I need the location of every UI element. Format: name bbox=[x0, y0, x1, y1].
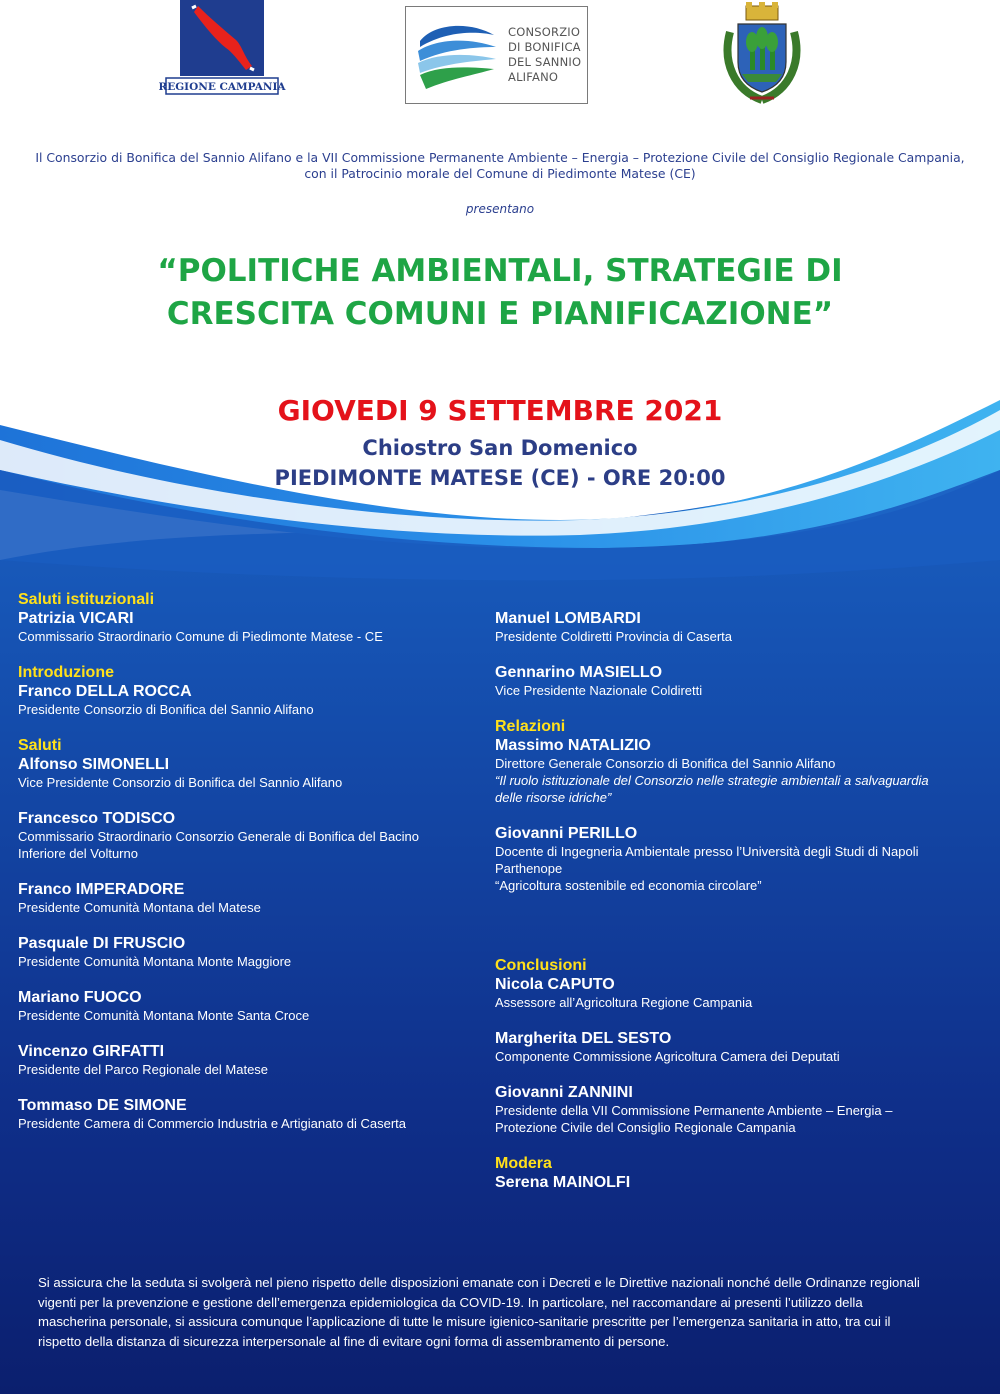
section-heading: Modera bbox=[495, 1155, 552, 1172]
speaker-role: Componente Commissione Agricoltura Camera dei Deputati bbox=[495, 1049, 840, 1064]
speaker-role: Assessore all’Agricoltura Regione Campania bbox=[495, 995, 753, 1010]
speaker-fuoco bbox=[18, 988, 468, 1024]
speaker-del-sesto bbox=[495, 1029, 965, 1065]
speaker-name: Gennarino MASIELLO bbox=[495, 664, 663, 681]
speaker-todisco bbox=[18, 809, 468, 862]
speaker-name: Francesco TODISCO bbox=[18, 810, 176, 827]
speaker-role: Presidente Comunità Montana Monte Santa Croce bbox=[18, 1008, 310, 1023]
disclaimer-line: Si assicura che la seduta si svolgerà nel pieno rispetto delle disposizioni emanate con i Decreti e le Direttive nazionali nonché delle Ordinanze regionali bbox=[38, 1275, 920, 1290]
program-left-column bbox=[18, 590, 468, 1150]
intro-text bbox=[0, 150, 1000, 182]
speaker-role: Presidente del Parco Regionale del Matese bbox=[18, 1062, 269, 1077]
event-date: GIOVEDI 9 SETTEMBRE 2021 bbox=[277, 394, 723, 427]
speaker-role: Presidente Comunità Montana Monte Maggiore bbox=[18, 954, 292, 969]
speaker-imperadore bbox=[18, 880, 468, 916]
section-heading: Conclusioni bbox=[495, 957, 587, 974]
speaker-role: Presidente Consorzio di Bonifica del Sannio Alifano bbox=[18, 702, 314, 717]
speaker-name: Giovanni ZANNINI bbox=[495, 1084, 633, 1101]
regione-campania-logo bbox=[158, 0, 286, 96]
speaker-name: Manuel LOMBARDI bbox=[495, 610, 641, 627]
event-title bbox=[0, 250, 1000, 336]
regione-campania-label: REGIONE CAMPANIA bbox=[158, 81, 286, 93]
consorzio-line-1: CONSORZIO bbox=[508, 25, 581, 39]
speaker-masiello bbox=[495, 663, 965, 699]
speaker-name: Mariano FUOCO bbox=[18, 989, 142, 1006]
presentano-text: presentano bbox=[465, 202, 535, 216]
intro-line-2: con il Patrocinio morale del Comune di Piedimonte Matese (CE) bbox=[304, 166, 696, 181]
speaker-name: Franco DELLA ROCCA bbox=[18, 683, 192, 700]
consorzio-logo bbox=[405, 6, 588, 104]
speaker-role: Presidente Coldiretti Provincia di Caserta bbox=[495, 629, 732, 644]
speaker-role: Inferiore del Volturno bbox=[18, 846, 138, 861]
speaker-role: Presidente Camera di Commercio Industria e Artigianato di Caserta bbox=[18, 1116, 407, 1131]
speaker-role: Protezione Civile del Consiglio Regionale Campania bbox=[495, 1120, 796, 1135]
section-heading: Saluti istituzionali bbox=[18, 591, 155, 608]
speaker-natalizio bbox=[495, 717, 965, 806]
speaker-name: Serena MAINOLFI bbox=[495, 1174, 631, 1191]
speaker-zannini bbox=[495, 1083, 965, 1136]
speaker-role: Docente di Ingegneria Ambientale presso l’Università degli Studi di Napoli bbox=[495, 844, 919, 859]
speaker-name: Vincenzo GIRFATTI bbox=[18, 1043, 165, 1060]
water-wave-icon bbox=[416, 17, 498, 95]
speaker-name: Franco IMPERADORE bbox=[18, 881, 185, 898]
speaker-role: Presidente della VII Commissione Permanente Ambiente – Energia – bbox=[495, 1103, 893, 1118]
speaker-name: Patrizia VICARI bbox=[18, 610, 134, 627]
covid-disclaimer bbox=[38, 1273, 968, 1351]
speaker-role: Direttore Generale Consorzio di Bonifica del Sannio Alifano bbox=[495, 756, 836, 771]
section-heading: Introduzione bbox=[18, 664, 114, 681]
speaker-name: Tommaso DE SIMONE bbox=[18, 1097, 187, 1114]
speaker-role: Vice Presidente Consorzio di Bonifica del Sannio Alifano bbox=[18, 775, 343, 790]
speaker-lombardi bbox=[495, 609, 965, 645]
speaker-role: Commissario Straordinario Comune di Piedimonte Matese - CE bbox=[18, 629, 383, 644]
disclaimer-line: mascherina personale, si assicura comunque l’applicazione di tutte le misure igienico-sanitarie prescritte per l’emergenza sanitaria in atto, tra cui il bbox=[38, 1314, 891, 1329]
title-line-1: “POLITICHE AMBIENTALI, STRATEGIE DI bbox=[157, 253, 843, 289]
speaker-name: Giovanni PERILLO bbox=[495, 825, 638, 842]
event-venue: Chiostro San Domenico bbox=[362, 436, 638, 460]
speaker-girfatti bbox=[18, 1042, 468, 1078]
speaker-role: Commissario Straordinario Consorzio Generale di Bonifica del Bacino bbox=[18, 829, 420, 844]
speaker-name: Alfonso SIMONELLI bbox=[18, 756, 170, 773]
disclaimer-line: vigenti per la prevenzione e gestione dell’emergenza epidemiologica da COVID-19. In particolare, nel raccomandare ai presenti l’utilizzo della bbox=[38, 1294, 863, 1310]
speaker-name: Massimo NATALIZIO bbox=[495, 737, 651, 754]
speaker-caputo bbox=[495, 956, 965, 1011]
intro-line-1: Il Consorzio di Bonifica del Sannio Alifano e la VII Commissione Permanente Ambiente – Energia – Protezione Civile del Consiglio Regionale Campania, bbox=[35, 150, 965, 165]
talk-title: “Agricoltura sostenibile ed economia circolare” bbox=[495, 878, 762, 893]
program-right-column bbox=[495, 609, 965, 1210]
section-heading: Relazioni bbox=[495, 718, 566, 735]
speaker-simonelli bbox=[18, 736, 468, 791]
event-city-time: PIEDIMONTE MATESE (CE) - ORE 20:00 bbox=[274, 466, 726, 490]
consorzio-line-3: DEL SANNIO bbox=[508, 55, 582, 69]
speaker-role: Vice Presidente Nazionale Coldiretti bbox=[495, 683, 703, 698]
speaker-role: Presidente Comunità Montana del Matese bbox=[18, 900, 261, 915]
consorzio-line-2: DI BONIFICA bbox=[508, 40, 581, 54]
speaker-vicari bbox=[18, 590, 468, 645]
speaker-name: Nicola CAPUTO bbox=[495, 976, 615, 993]
consorzio-line-4: ALIFANO bbox=[508, 70, 559, 84]
speaker-de-simone bbox=[18, 1096, 468, 1132]
title-line-2: CRESCITA COMUNI E PIANIFICAZIONE” bbox=[166, 296, 834, 332]
comune-crest-icon bbox=[720, 2, 804, 106]
speaker-role: Parthenope bbox=[495, 861, 563, 876]
speaker-della-rocca bbox=[18, 663, 468, 718]
consorzio-wordmark bbox=[508, 25, 581, 85]
speaker-name: Pasquale DI FRUSCIO bbox=[18, 935, 186, 952]
disclaimer-line: rispetto della distanza di sicurezza interpersonale al fine di evitare ogni forma di assembramento di persone. bbox=[38, 1333, 670, 1349]
talk-title: delle risorse idriche” bbox=[495, 790, 612, 805]
speaker-name: Margherita DEL SESTO bbox=[495, 1030, 672, 1047]
speaker-perillo bbox=[495, 824, 965, 894]
section-heading: Saluti bbox=[18, 737, 62, 754]
speaker-mainolfi bbox=[495, 1154, 965, 1192]
talk-title: “Il ruolo istituzionale del Consorzio nelle strategie ambientali a salvaguardia bbox=[495, 773, 929, 788]
speaker-di-fruscio bbox=[18, 934, 468, 970]
